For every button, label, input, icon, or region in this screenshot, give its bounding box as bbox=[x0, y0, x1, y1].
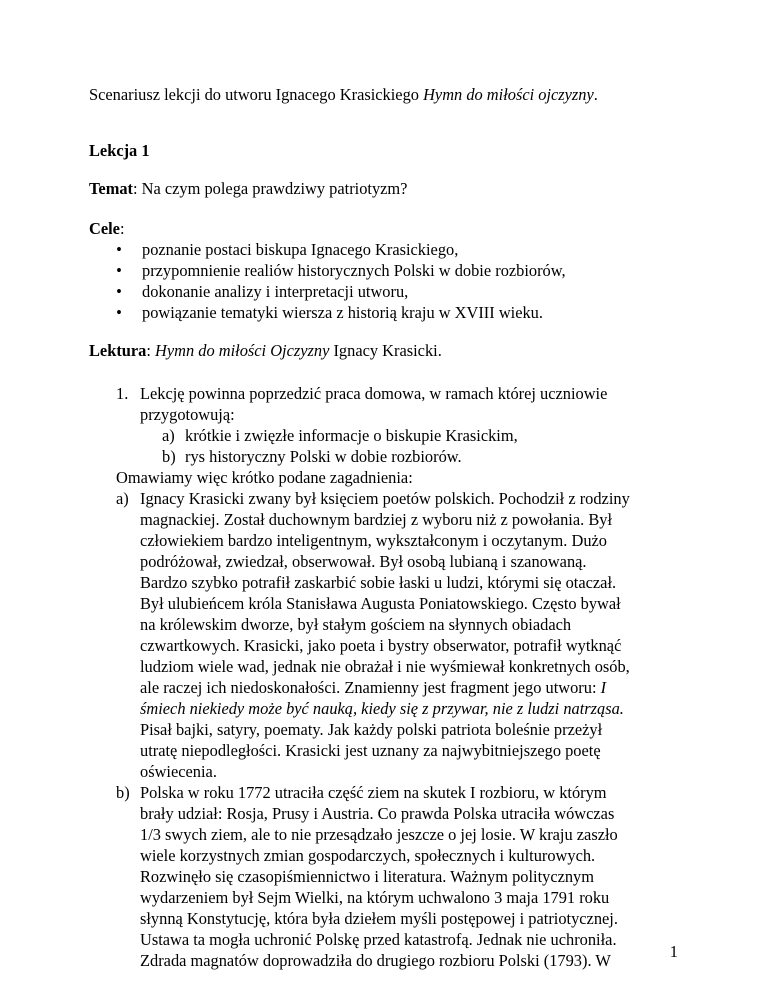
goal-text: powiązanie tematyki wiersza z historią kraju w XVIII wieku. bbox=[142, 303, 543, 322]
paragraph-line: ludziom wiele wad, jednak nie obrażał i nie wyśmiewał konkretnych osób, bbox=[140, 657, 630, 676]
sub-marker: a) bbox=[162, 426, 175, 445]
goals-heading bbox=[89, 218, 709, 239]
reading-label: Lektura bbox=[89, 341, 147, 360]
bullet-icon: • bbox=[116, 282, 122, 301]
point-text: Lekcję powinna poprzedzić praca domowa, w ramach której uczniowie bbox=[140, 384, 608, 403]
paragraph-line bbox=[140, 677, 606, 698]
title-suffix: . bbox=[593, 85, 598, 104]
bullet-icon: • bbox=[116, 261, 122, 280]
bullet-icon: • bbox=[116, 303, 122, 322]
paragraph-line: Ignacy Krasicki zwany był księciem poetów polskich. Pochodził z rodziny bbox=[140, 489, 630, 508]
sub-item: rys historyczny Polski w dobie rozbiorów. bbox=[185, 447, 462, 466]
paragraph-line: utratę niepodległości. Krasicki jest uznany za najwybitniejszego poetę bbox=[140, 741, 601, 760]
section-marker: a) bbox=[116, 489, 129, 508]
goals-colon: : bbox=[119, 219, 125, 238]
page-number: 1 bbox=[669, 942, 678, 961]
paragraph-line: słynną Konstytucję, która była dziełem myśli postępowej i patriotycznej. bbox=[140, 909, 618, 928]
paragraph-line: oświecenia. bbox=[140, 762, 217, 781]
point-text: Omawiamy więc krótko podane zagadnienia: bbox=[116, 468, 413, 487]
paragraph-line: czwartkowych. Krasicki, jako poeta i bystry obserwator, potrafił wytknąć bbox=[140, 636, 622, 655]
paragraph-line: Pisał bajki, satyry, poematy. Jak każdy polski patriota boleśnie przeżył bbox=[140, 720, 603, 739]
lesson-heading: Lekcja 1 bbox=[89, 141, 150, 160]
quote-start: I bbox=[600, 678, 607, 697]
paragraph-line: wiele korzystnych zmian gospodarczych, społecznych i kulturowych. bbox=[140, 846, 596, 865]
topic-label: Temat bbox=[89, 179, 134, 198]
goal-text: przypomnienie realiów historycznych Polski w dobie rozbiorów, bbox=[142, 261, 566, 280]
paragraph-line: 1/3 swych ziem, ale to nie przesądzało jeszcze o jej losie. W kraju zaszło bbox=[140, 825, 618, 844]
paragraph-line: Ustawa ta mogła uchronić Polskę przed katastrofą. Jednak nie uchroniła. bbox=[140, 930, 617, 949]
point-text: przygotowują: bbox=[140, 405, 235, 424]
point-marker: 1. bbox=[116, 384, 129, 403]
reading-work: Hymn do miłości Ojczyzny bbox=[155, 341, 330, 360]
paragraph-line: Polska w roku 1772 utraciła część ziem na skutek I rozbioru, w którym bbox=[140, 783, 607, 802]
bullet-icon: • bbox=[116, 240, 122, 259]
reading-author: Ignacy Krasicki. bbox=[329, 341, 442, 360]
paragraph-text: ale raczej ich niedoskonałości. Znamienny jest fragment jego utworu: bbox=[140, 678, 601, 697]
goal-text: poznanie postaci biskupa Ignacego Krasickiego, bbox=[142, 240, 459, 259]
topic-line bbox=[89, 178, 709, 199]
paragraph-line: Bardzo szybko potrafił zaskarbić sobie łaski u ludzi, którymi się otaczał. bbox=[140, 573, 617, 592]
paragraph-line: magnackiej. Został duchownym bardziej z wyboru niż z powołania. Był bbox=[140, 510, 613, 529]
goals-label: Cele bbox=[89, 219, 120, 238]
section-marker: b) bbox=[116, 783, 130, 802]
title-work: Hymn do miłości ojczyzny bbox=[423, 85, 594, 104]
goal-text: dokonanie analizy i interpretacji utworu, bbox=[142, 282, 409, 301]
paragraph-line: Zdrada magnatów doprowadziła do drugiego rozbioru Polski (1793). W bbox=[140, 951, 611, 970]
paragraph-line: na królewskim dworze, był stałym gościem na słynnych obiadach bbox=[140, 615, 572, 634]
sub-marker: b) bbox=[162, 447, 176, 466]
paragraph-line: wydarzeniem był Sejm Wielki, na którym uchwalono 3 maja 1791 roku bbox=[140, 888, 610, 907]
paragraph-line: człowiekiem bardzo inteligentnym, wykształconym i oczytanym. Dużo bbox=[140, 531, 607, 550]
quote-line bbox=[140, 698, 624, 719]
paragraph-line: Rozwinęło się czasopiśmiennictwo i literatura. Ważnym politycznym bbox=[140, 867, 595, 886]
topic-text: : Na czym polega prawdziwy patriotyzm? bbox=[133, 179, 408, 198]
sub-item: krótkie i zwięzłe informacje o biskupie Krasickim, bbox=[185, 426, 518, 445]
title-text: Scenariusz lekcji do utworu Ignacego Krasickiego bbox=[89, 85, 424, 104]
page-title bbox=[89, 84, 709, 105]
reading-sep: : bbox=[146, 341, 156, 360]
paragraph-line: brały udział: Rosja, Prusy i Austria. Co prawda Polska utraciła wówczas bbox=[140, 804, 615, 823]
paragraph-line: Był ulubieńcem króla Stanisława Augusta Poniatowskiego. Często bywał bbox=[140, 594, 621, 613]
reading-line bbox=[89, 340, 709, 361]
paragraph-line: podróżował, zwiedzał, obserwował. Był osobą lubianą i szanowaną. bbox=[140, 552, 587, 571]
quote-text: śmiech niekiedy może być nauką, kiedy się z przywar, nie z ludzi natrząsa. bbox=[140, 699, 624, 718]
